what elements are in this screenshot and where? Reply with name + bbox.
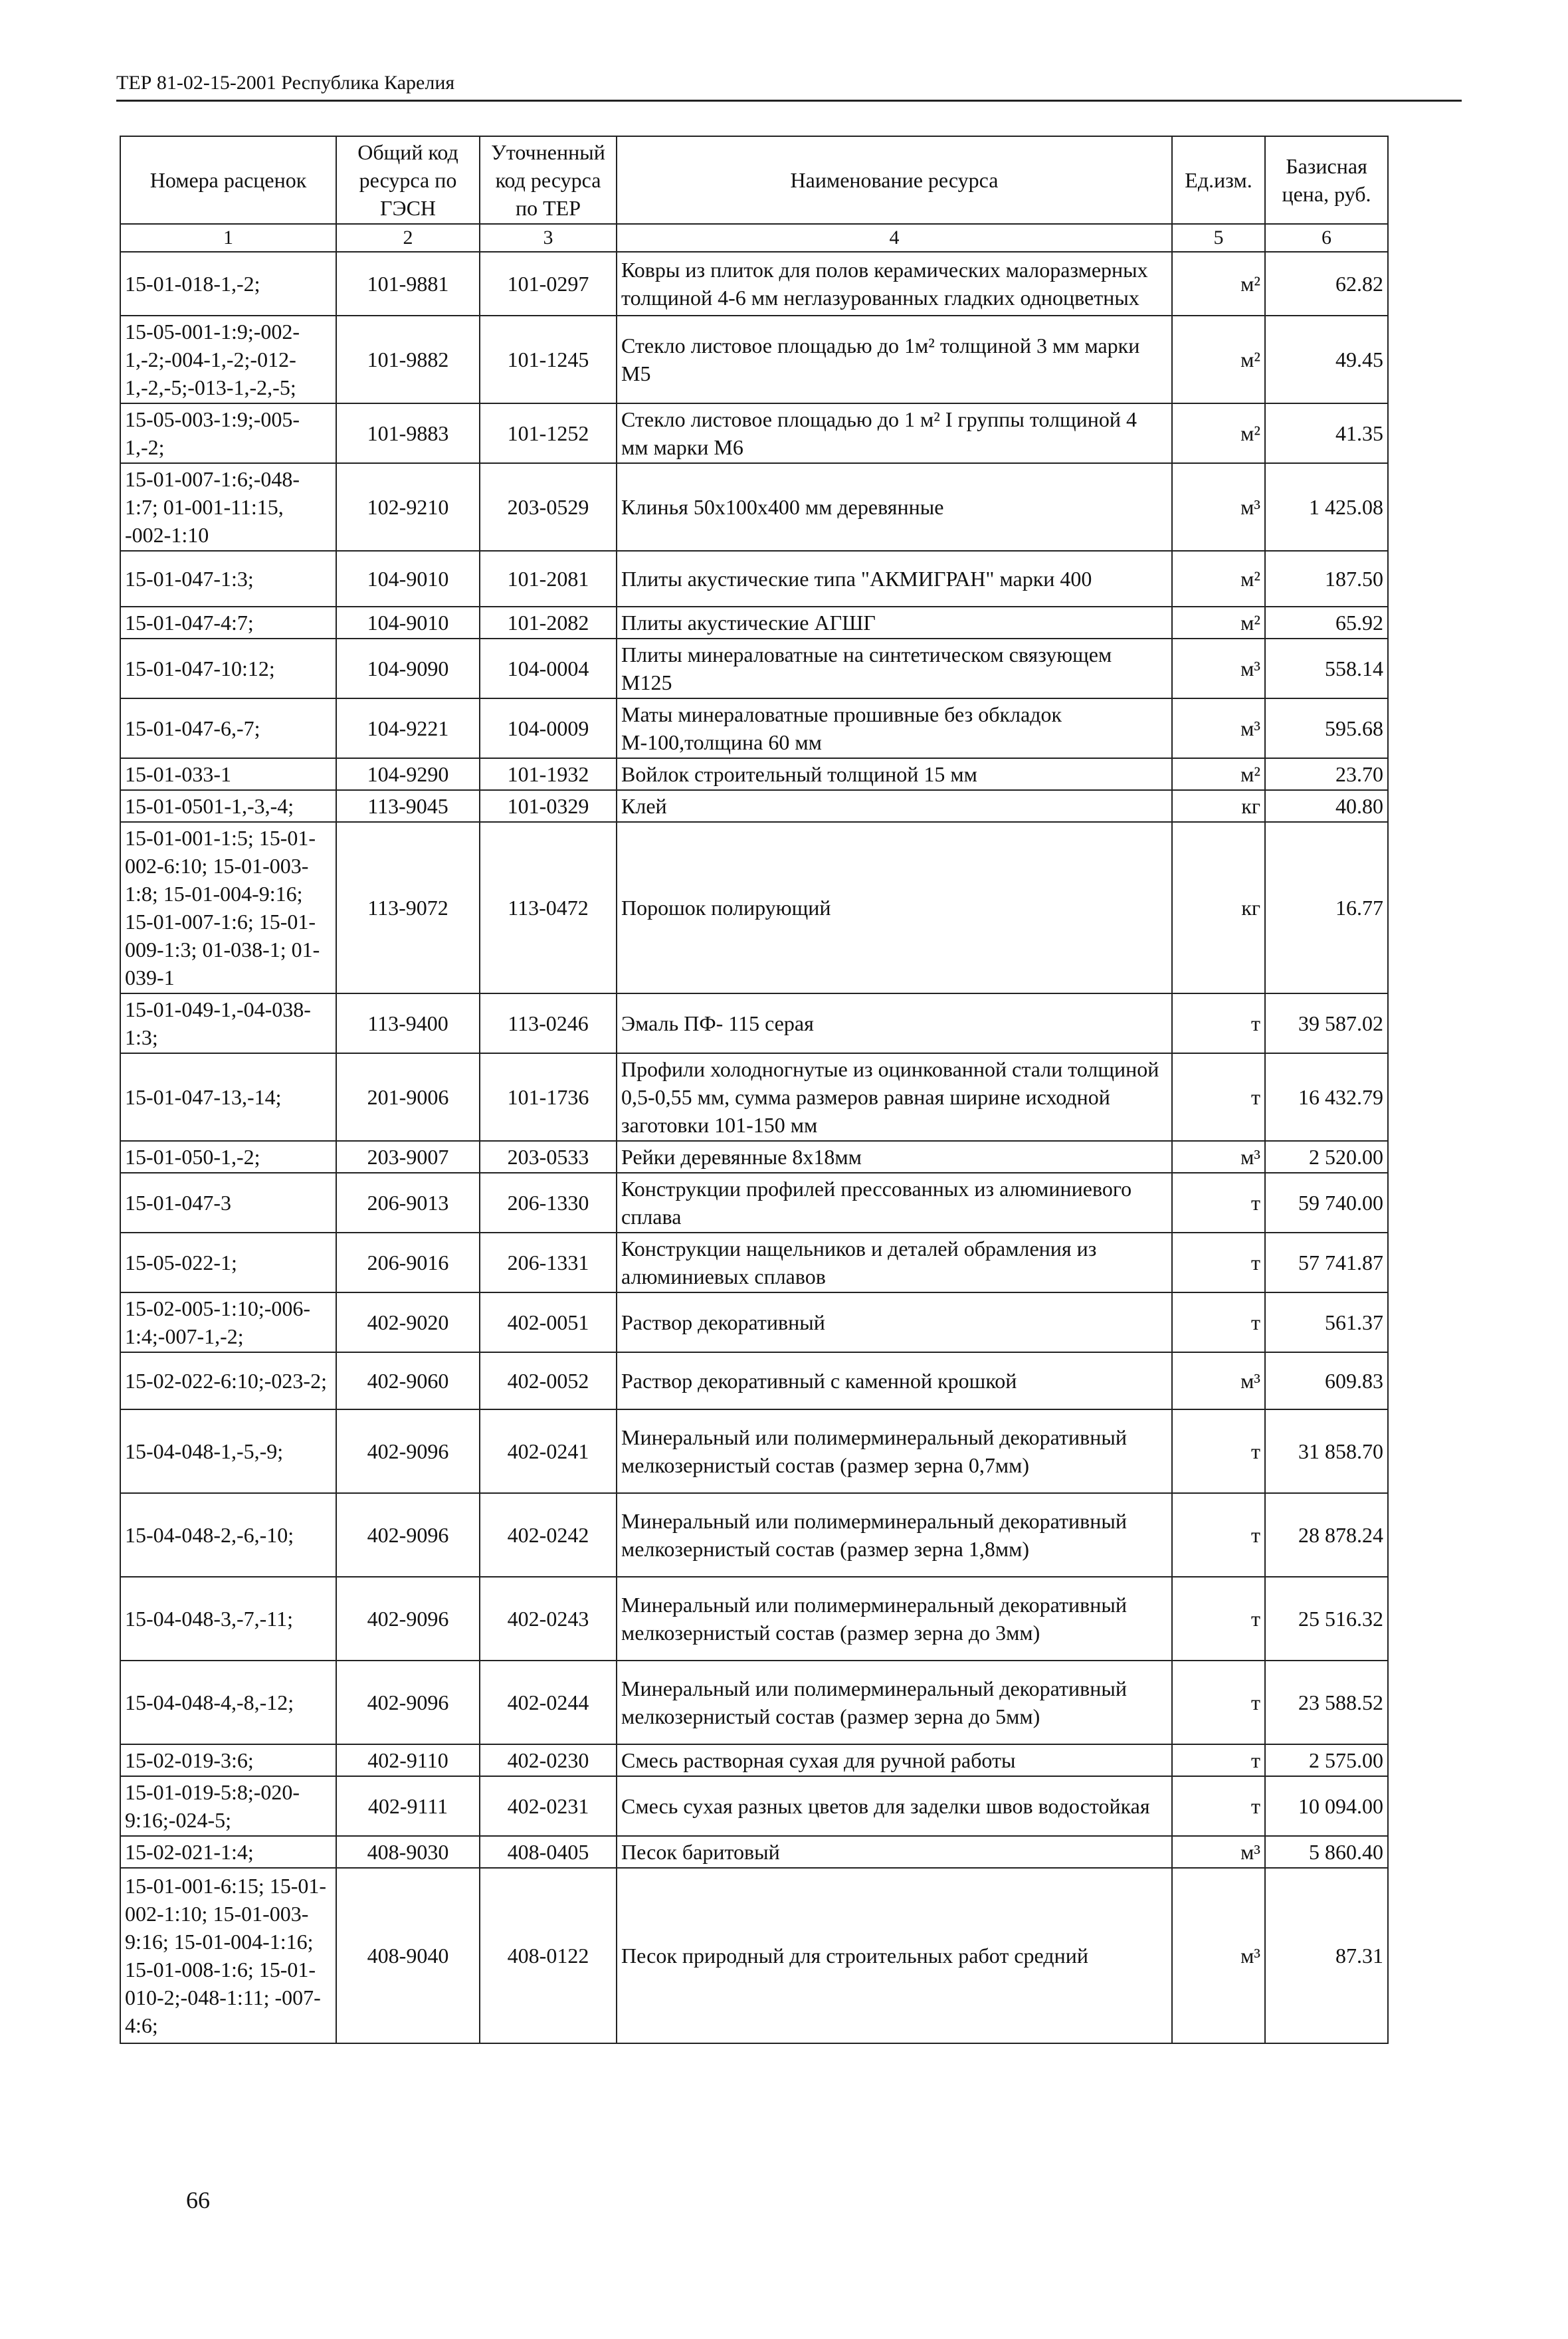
base-price: 16.77 — [1265, 822, 1388, 993]
table-row — [120, 551, 1388, 607]
resource-name: Песок природный для строительных работ средний — [617, 1868, 1172, 2043]
ter-code: 206-1330 — [480, 1173, 617, 1233]
unit: кг — [1172, 822, 1265, 993]
column-number: 6 — [1265, 224, 1388, 252]
gesn-code: 206-9013 — [336, 1173, 480, 1233]
base-price: 2 575.00 — [1265, 1744, 1388, 1776]
gesn-code: 104-9090 — [336, 639, 480, 698]
gesn-code: 104-9221 — [336, 698, 480, 758]
unit: м² — [1172, 607, 1265, 639]
rate-codes: 15-02-022-6:10;-023-2; — [120, 1352, 336, 1409]
gesn-code: 101-9883 — [336, 403, 480, 463]
base-price: 41.35 — [1265, 403, 1388, 463]
rate-codes: 15-01-0501-1,-3,-4; — [120, 790, 336, 822]
base-price: 561.37 — [1265, 1292, 1388, 1352]
gesn-code: 206-9016 — [336, 1233, 480, 1292]
gesn-code: 101-9882 — [336, 316, 480, 403]
document-title: ТЕР 81-02-15-2001 Республика Карелия — [116, 72, 455, 94]
resource-name: Клей — [617, 790, 1172, 822]
table-row — [120, 639, 1388, 698]
unit: м³ — [1172, 639, 1265, 698]
resource-name: Плиты акустические АГШГ — [617, 607, 1172, 639]
rate-codes: 15-01-018-1,-2; — [120, 252, 336, 316]
base-price: 2 520.00 — [1265, 1141, 1388, 1173]
table-row — [120, 822, 1388, 993]
ter-code: 101-2082 — [480, 607, 617, 639]
gesn-code: 113-9400 — [336, 993, 480, 1053]
ter-code: 113-0472 — [480, 822, 617, 993]
page-header — [116, 61, 1462, 102]
unit: т — [1172, 1577, 1265, 1661]
table-header-row — [120, 136, 1388, 224]
base-price: 62.82 — [1265, 252, 1388, 316]
unit: т — [1172, 1053, 1265, 1141]
table-row — [120, 1292, 1388, 1352]
gesn-code: 201-9006 — [336, 1053, 480, 1141]
base-price: 31 858.70 — [1265, 1409, 1388, 1493]
ter-code: 402-0051 — [480, 1292, 617, 1352]
rate-codes: 15-01-001-6:15; 15-01-002-1:10; 15-01-003-9:16; 15-01-004-1:16; 15-01-008-1:6; 15-01-010-2;-048-1:11; -007-4:6; — [120, 1868, 336, 2043]
table-row — [120, 1409, 1388, 1493]
rate-codes: 15-01-019-5:8;-020-9:16;-024-5; — [120, 1776, 336, 1836]
ter-code: 402-0243 — [480, 1577, 617, 1661]
unit: м² — [1172, 316, 1265, 403]
gesn-code: 402-9096 — [336, 1577, 480, 1661]
base-price: 1 425.08 — [1265, 463, 1388, 551]
table-row — [120, 698, 1388, 758]
rate-codes: 15-01-047-1:3; — [120, 551, 336, 607]
gesn-code: 402-9096 — [336, 1493, 480, 1577]
page-number: 66 — [186, 2187, 210, 2213]
base-price: 609.83 — [1265, 1352, 1388, 1409]
resource-name: Минеральный или полимерминеральный декоративный мелкозернистый состав (размер зерна 0,7мм) — [617, 1409, 1172, 1493]
gesn-code: 104-9290 — [336, 758, 480, 790]
rate-codes: 15-01-007-1:6;-048-1:7; 01-001-11:15, -002-1:10 — [120, 463, 336, 551]
rate-codes: 15-04-048-3,-7,-11; — [120, 1577, 336, 1661]
column-number: 4 — [617, 224, 1172, 252]
base-price: 595.68 — [1265, 698, 1388, 758]
base-price: 28 878.24 — [1265, 1493, 1388, 1577]
table-row — [120, 758, 1388, 790]
table-row — [120, 463, 1388, 551]
gesn-code: 104-9010 — [336, 607, 480, 639]
ter-code: 203-0533 — [480, 1141, 617, 1173]
rate-codes: 15-02-019-3:6; — [120, 1744, 336, 1776]
column-header: Уточненный код ресурса по ТЕР — [480, 136, 617, 224]
unit: м³ — [1172, 698, 1265, 758]
ter-code: 101-0297 — [480, 252, 617, 316]
unit: м² — [1172, 551, 1265, 607]
ter-code: 402-0052 — [480, 1352, 617, 1409]
gesn-code: 203-9007 — [336, 1141, 480, 1173]
base-price: 87.31 — [1265, 1868, 1388, 2043]
rate-codes: 15-01-050-1,-2; — [120, 1141, 336, 1173]
resource-table — [120, 136, 1389, 2044]
unit: кг — [1172, 790, 1265, 822]
rate-codes: 15-01-047-6,-7; — [120, 698, 336, 758]
resource-name: Раствор декоративный с каменной крошкой — [617, 1352, 1172, 1409]
resource-name: Эмаль ПФ- 115 серая — [617, 993, 1172, 1053]
table-row — [120, 993, 1388, 1053]
column-header: Номера расценок — [120, 136, 336, 224]
ter-code: 402-0231 — [480, 1776, 617, 1836]
column-number: 3 — [480, 224, 617, 252]
table-row — [120, 1836, 1388, 1868]
table-row — [120, 1744, 1388, 1776]
table-row — [120, 1776, 1388, 1836]
table-body — [120, 252, 1388, 2043]
resource-name: Минеральный или полимерминеральный декоративный мелкозернистый состав (размер зерна 1,8мм) — [617, 1493, 1172, 1577]
gesn-code: 402-9110 — [336, 1744, 480, 1776]
resource-name: Порошок полирующий — [617, 822, 1172, 993]
resource-name: Конструкции профилей прессованных из алюминиевого сплава — [617, 1173, 1172, 1233]
unit: т — [1172, 1233, 1265, 1292]
unit: м³ — [1172, 1141, 1265, 1173]
unit: м² — [1172, 758, 1265, 790]
ter-code: 206-1331 — [480, 1233, 617, 1292]
rate-codes: 15-04-048-4,-8,-12; — [120, 1661, 336, 1744]
column-header: Общий код ресурса по ГЭСН — [336, 136, 480, 224]
gesn-code: 408-9040 — [336, 1868, 480, 2043]
gesn-code: 402-9096 — [336, 1409, 480, 1493]
column-number: 1 — [120, 224, 336, 252]
unit: т — [1172, 1173, 1265, 1233]
gesn-code: 104-9010 — [336, 551, 480, 607]
table-row — [120, 1233, 1388, 1292]
ter-code: 402-0242 — [480, 1493, 617, 1577]
resource-name: Плиты минераловатные на синтетическом связующем М125 — [617, 639, 1172, 698]
resource-name: Минеральный или полимерминеральный декоративный мелкозернистый состав (размер зерна до 3мм) — [617, 1577, 1172, 1661]
rate-codes: 15-04-048-2,-6,-10; — [120, 1493, 336, 1577]
table-row — [120, 252, 1388, 316]
column-header: Ед.изм. — [1172, 136, 1265, 224]
ter-code: 101-0329 — [480, 790, 617, 822]
ter-code: 101-1736 — [480, 1053, 617, 1141]
gesn-code: 402-9111 — [336, 1776, 480, 1836]
rate-codes: 15-01-001-1:5; 15-01-002-6:10; 15-01-003-1:8; 15-01-004-9:16; 15-01-007-1:6; 15-01-009-1:3; 01-038-1; 01-039-1 — [120, 822, 336, 993]
resource-name: Смесь сухая разных цветов для заделки швов водостойкая — [617, 1776, 1172, 1836]
column-header: Базисная цена, руб. — [1265, 136, 1388, 224]
unit: м² — [1172, 252, 1265, 316]
rate-codes: 15-05-003-1:9;-005-1,-2; — [120, 403, 336, 463]
table-row — [120, 1141, 1388, 1173]
gesn-code: 102-9210 — [336, 463, 480, 551]
base-price: 39 587.02 — [1265, 993, 1388, 1053]
resource-name: Раствор декоративный — [617, 1292, 1172, 1352]
unit: т — [1172, 1409, 1265, 1493]
resource-name: Ковры из плиток для полов керамических малоразмерных толщиной 4-6 мм неглазурованных гладких одноцветных — [617, 252, 1172, 316]
base-price: 49.45 — [1265, 316, 1388, 403]
table-row — [120, 1661, 1388, 1744]
unit: т — [1172, 993, 1265, 1053]
base-price: 25 516.32 — [1265, 1577, 1388, 1661]
base-price: 10 094.00 — [1265, 1776, 1388, 1836]
rate-codes: 15-05-022-1; — [120, 1233, 336, 1292]
resource-name: Профили холодногнутые из оцинкованной стали толщиной 0,5-0,55 мм, сумма размеров равная ширине исходной заготовки 101-150 мм — [617, 1053, 1172, 1141]
ter-code: 101-1245 — [480, 316, 617, 403]
column-number-row — [120, 224, 1388, 252]
unit: т — [1172, 1292, 1265, 1352]
table-row — [120, 403, 1388, 463]
ter-code: 402-0241 — [480, 1409, 617, 1493]
ter-code: 101-1252 — [480, 403, 617, 463]
rate-codes: 15-02-021-1:4; — [120, 1836, 336, 1868]
table-row — [120, 607, 1388, 639]
rate-codes: 15-01-047-13,-14; — [120, 1053, 336, 1141]
unit: т — [1172, 1776, 1265, 1836]
base-price: 5 860.40 — [1265, 1836, 1388, 1868]
rate-codes: 15-01-033-1 — [120, 758, 336, 790]
base-price: 23.70 — [1265, 758, 1388, 790]
ter-code: 203-0529 — [480, 463, 617, 551]
table-row — [120, 1352, 1388, 1409]
column-header: Наименование ресурса — [617, 136, 1172, 224]
gesn-code: 101-9881 — [336, 252, 480, 316]
resource-name: Песок баритовый — [617, 1836, 1172, 1868]
rate-codes: 15-01-047-3 — [120, 1173, 336, 1233]
gesn-code: 408-9030 — [336, 1836, 480, 1868]
unit: т — [1172, 1493, 1265, 1577]
table-row — [120, 316, 1388, 403]
unit: т — [1172, 1661, 1265, 1744]
base-price: 65.92 — [1265, 607, 1388, 639]
rate-codes: 15-02-005-1:10;-006-1:4;-007-1,-2; — [120, 1292, 336, 1352]
rate-codes: 15-05-001-1:9;-002-1,-2;-004-1,-2;-012-1,-2,-5;-013-1,-2,-5; — [120, 316, 336, 403]
ter-code: 408-0122 — [480, 1868, 617, 2043]
resource-name: Минеральный или полимерминеральный декоративный мелкозернистый состав (размер зерна до 5мм) — [617, 1661, 1172, 1744]
table-row — [120, 790, 1388, 822]
gesn-code: 113-9045 — [336, 790, 480, 822]
ter-code: 408-0405 — [480, 1836, 617, 1868]
base-price: 57 741.87 — [1265, 1233, 1388, 1292]
ter-code: 113-0246 — [480, 993, 617, 1053]
unit: м³ — [1172, 1836, 1265, 1868]
rate-codes: 15-01-047-4:7; — [120, 607, 336, 639]
table-row — [120, 1053, 1388, 1141]
gesn-code: 402-9060 — [336, 1352, 480, 1409]
unit: м³ — [1172, 1868, 1265, 2043]
column-number: 5 — [1172, 224, 1265, 252]
gesn-code: 402-9096 — [336, 1661, 480, 1744]
resource-name: Стекло листовое площадью до 1 м² I группы толщиной 4 мм марки М6 — [617, 403, 1172, 463]
table-row — [120, 1868, 1388, 2043]
ter-code: 101-2081 — [480, 551, 617, 607]
unit: м² — [1172, 403, 1265, 463]
unit: т — [1172, 1744, 1265, 1776]
base-price: 16 432.79 — [1265, 1053, 1388, 1141]
table-row — [120, 1493, 1388, 1577]
resource-name: Рейки деревянные 8х18мм — [617, 1141, 1172, 1173]
ter-code: 402-0230 — [480, 1744, 617, 1776]
resource-name: Войлок строительный толщиной 15 мм — [617, 758, 1172, 790]
ter-code: 402-0244 — [480, 1661, 617, 1744]
rate-codes: 15-01-049-1,-04-038-1:3; — [120, 993, 336, 1053]
base-price: 23 588.52 — [1265, 1661, 1388, 1744]
ter-code: 101-1932 — [480, 758, 617, 790]
gesn-code: 402-9020 — [336, 1292, 480, 1352]
table-row — [120, 1173, 1388, 1233]
base-price: 59 740.00 — [1265, 1173, 1388, 1233]
rate-codes: 15-04-048-1,-5,-9; — [120, 1409, 336, 1493]
resource-name: Маты минераловатные прошивные без обкладок М-100,толщина 60 мм — [617, 698, 1172, 758]
resource-name: Смесь растворная сухая для ручной работы — [617, 1744, 1172, 1776]
ter-code: 104-0004 — [480, 639, 617, 698]
unit: м³ — [1172, 1352, 1265, 1409]
resource-name: Плиты акустические типа "АКМИГРАН" марки 400 — [617, 551, 1172, 607]
ter-code: 104-0009 — [480, 698, 617, 758]
resource-name: Стекло листовое площадью до 1м² толщиной 3 мм марки М5 — [617, 316, 1172, 403]
resource-name: Конструкции нащельников и деталей обрамления из алюминиевых сплавов — [617, 1233, 1172, 1292]
base-price: 40.80 — [1265, 790, 1388, 822]
gesn-code: 113-9072 — [336, 822, 480, 993]
base-price: 187.50 — [1265, 551, 1388, 607]
resource-name: Клинья 50х100х400 мм деревянные — [617, 463, 1172, 551]
unit: м³ — [1172, 463, 1265, 551]
column-number: 2 — [336, 224, 480, 252]
base-price: 558.14 — [1265, 639, 1388, 698]
table-row — [120, 1577, 1388, 1661]
rate-codes: 15-01-047-10:12; — [120, 639, 336, 698]
